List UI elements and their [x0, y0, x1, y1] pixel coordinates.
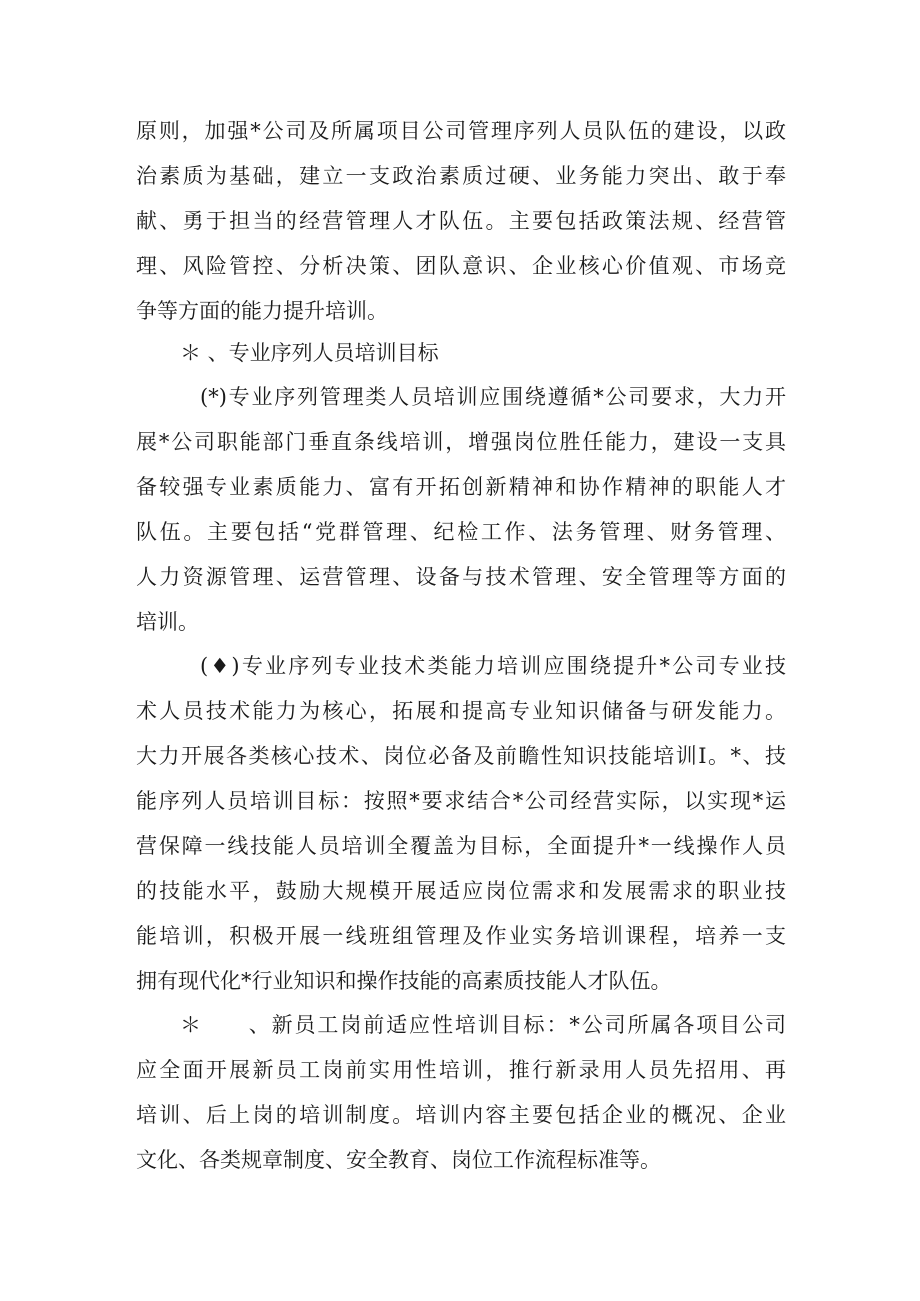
- body-text-line: 献、勇于担当的经营管理人才队伍。主要包括政策法规、经营管: [136, 209, 786, 233]
- body-text-line: 展*公司职能部门垂直条线培训，增强岗位胜任能力，建设一支具: [136, 430, 786, 454]
- body-text-line: 大力开展各类核心技术、岗位必备及前瞻性知识技能培训I。*、技: [136, 744, 786, 768]
- body-text-line: 理、风险管控、分析决策、团队意识、企业核心价值观、市场竞: [136, 254, 786, 278]
- body-text-line: 培训、后上岗的培训制度。培训内容主要包括企业的概况、企业: [136, 1103, 786, 1127]
- body-text-line: 营保障一线技能人员培训全覆盖为目标，全面提升*一线操作人员: [136, 834, 786, 858]
- body-text-line: (*)专业序列管理类人员培训应围绕遵循*公司要求，大力开: [200, 385, 786, 409]
- body-text-line: 术人员技术能力为核心，拓展和提高专业知识储备与研发能力。: [136, 699, 786, 723]
- body-text-line: 培训。: [136, 610, 199, 634]
- section-heading: ＊ 、专业序列人员培训目标: [180, 341, 439, 365]
- body-text-line: 拥有现代化*行业知识和操作技能的高素质技能人才队伍。: [136, 969, 672, 993]
- body-text-line: 应全面开展新员工岗前实用性培训，推行新录用人员先招用、再: [136, 1058, 786, 1082]
- body-text-line: 原则，加强*公司及所属项目公司管理序列人员队伍的建设，以政: [136, 119, 786, 143]
- body-text-line: 争等方面的能力提升培训。: [136, 299, 388, 323]
- body-text-line: 文化、各类规章制度、安全教育、岗位工作流程标准等。: [136, 1148, 661, 1172]
- section-heading-line: ＊ 、新员工岗前适应性培训目标：*公司所属各项目公司: [180, 1013, 786, 1037]
- body-text-line: 人力资源管理、运营管理、设备与技术管理、安全管理等方面的: [136, 565, 786, 589]
- body-text-line: (♦)专业序列专业技术类能力培训应围绕提升*公司专业技: [200, 654, 786, 678]
- body-text-line: 治素质为基础，建立一支政治素质过硬、业务能力突出、敢于奉: [136, 164, 786, 188]
- body-text-line: 队伍。主要包括“党群管理、纪检工作、法务管理、财务管理、: [136, 520, 786, 544]
- body-text-line: 的技能水平，鼓励大规模开展适应岗位需求和发展需求的职业技: [136, 879, 786, 903]
- body-text-line: 备较强专业素质能力、富有开拓创新精神和协作精神的职能人才: [136, 475, 786, 499]
- body-text-line: 能序列人员培训目标：按照*要求结合*公司经营实际，以实现*运: [136, 789, 786, 813]
- body-text-line: 能培训，积极开展一线班组管理及作业实务培训课程，培养一支: [136, 924, 786, 948]
